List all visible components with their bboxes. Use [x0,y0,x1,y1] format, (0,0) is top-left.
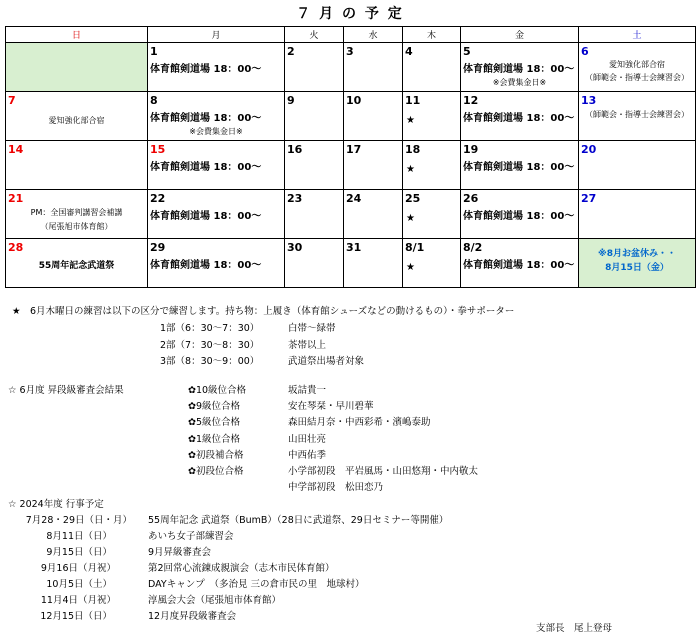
day-number: 24 [346,192,362,205]
day-cell [461,141,579,190]
day-cell [461,92,579,141]
day-cell [461,239,579,288]
practice-text: 体育館剣道場 18：00〜 [150,113,262,124]
day-cell [285,239,344,288]
day-number: 6 [581,45,589,58]
day-number: 5 [463,45,471,58]
event-date: 8月11日（日） [46,531,112,542]
day-number: 10 [346,94,362,107]
week-row-1 [6,43,696,92]
star-icon: ★ [406,262,415,273]
day-number: 18 [405,143,421,156]
weekday-thu: 木 [403,27,461,43]
day-cell [148,239,285,288]
note-text: 愛知強化部合宿 [609,60,665,69]
weekday-sat: 土 [579,27,696,43]
event-desc: DAYキャンプ （多治見 三の倉市民の里 地球村） [148,579,365,590]
day-cell [344,141,403,190]
note-text: ※会費集金日※ [492,78,547,87]
event-desc: 淳風会大会（尾張旭市体育館） [148,595,282,606]
exam-rank: ✿10級位合格 [188,385,247,396]
day-number: 20 [581,143,597,156]
day-number: 31 [346,241,362,254]
day-number: 3 [346,45,354,58]
practice-part: 3部（8：30〜9：00） [160,356,260,367]
note-text: PM：全国審判講習会補講 [30,208,123,217]
practice-target: 茶帯以上 [288,340,327,351]
day-cell [403,92,461,141]
event-desc: 9月昇級審査会 [148,547,212,558]
day-number: 26 [463,192,479,205]
calendar-table [5,26,696,288]
day-number: 9 [287,94,295,107]
event-desc: あいち女子部練習会 [148,531,234,542]
star-icon: ★ [406,213,415,224]
week-row-5 [6,239,696,288]
exam-names: 安在琴栞・早川碧華 [288,401,374,412]
note-text: （尾張旭市体育館） [40,222,113,231]
day-cell [579,141,696,190]
obon-memo [579,247,695,275]
weekday-fri: 金 [461,27,579,43]
day-cell [6,141,148,190]
day-number: 27 [581,192,597,205]
day-cell [6,239,148,288]
practice-target: 武道祭出場者対象 [288,356,365,367]
note-text: （師範会・指導士会練習会） [585,110,689,119]
day-cell [403,43,461,92]
day-number: 2 [287,45,295,58]
practice-text: 体育館剣道場 18：00〜 [463,260,575,271]
exam-rank: ✿1級位合格 [188,434,241,445]
day-cell [148,92,285,141]
exam-rank: ✿初段位合格 [188,466,244,477]
practice-text: 体育館剣道場 18：00〜 [150,162,262,173]
day-number: 7 [8,94,16,107]
exam-names: 森田結月奈・中西彩希・濱嶋泰助 [288,417,431,428]
day-number: 1 [150,45,158,58]
day-number: 21 [8,192,24,205]
practice-text: 体育館剣道場 18：00〜 [463,211,575,222]
day-number: 16 [287,143,303,156]
practice-text: 体育館剣道場 18：00〜 [150,211,262,222]
day-cell [461,43,579,92]
memo-cell [579,239,696,288]
event-desc: 55周年記念 武道祭（BumB）（28日に武道祭、29日セミナー等開催） [148,515,449,526]
day-number: 30 [287,241,303,254]
day-cell [403,141,461,190]
signature: 支部長 尾上登母 [536,623,613,634]
day-cell [579,92,696,141]
event-date: 11月4日（月祝） [40,595,116,606]
weekday-mon: 月 [148,27,285,43]
weekday-sun: 日 [6,27,148,43]
exam-names: 坂詰貴一 [288,385,327,396]
day-cell [461,190,579,239]
day-cell [148,43,285,92]
event-date: 7月28・29日（日・月） [25,515,132,526]
practice-part: 1部（6：30〜7：30） [160,323,260,334]
practice-text: 体育館剣道場 18：00〜 [150,64,262,75]
day-number: 23 [287,192,303,205]
day-number: 8 [150,94,158,107]
weekday-tue: 火 [285,27,344,43]
event-date: 12月15日（日） [40,611,112,622]
day-cell [344,190,403,239]
day-number: 13 [581,94,597,107]
day-number: 4 [405,45,413,58]
day-cell [285,141,344,190]
day-number: 12 [463,94,479,107]
day-cell [148,141,285,190]
star-icon: ★ [406,164,415,175]
event-date: 9月15日（日） [46,547,112,558]
day-number: 11 [405,94,421,107]
practice-target: 白帯〜緑帯 [288,323,336,334]
weekday-header-row [6,27,696,43]
day-number: 28 [8,241,24,254]
day-number: 15 [150,143,166,156]
day-cell [6,190,148,239]
exam-rank: ✿9級位合格 [188,401,241,412]
week-row-3 [6,141,696,190]
day-number: 17 [346,143,362,156]
day-cell [285,190,344,239]
event-desc: 12月度昇段級審査会 [148,611,237,622]
page-title: ７ 月 の 予 定 [296,6,404,22]
exam-rank: ✿初段補合格 [188,450,244,461]
event-date: 9月16日（月祝） [40,563,116,574]
exam-rank: ✿5級位合格 [188,417,241,428]
empty-day-cell [6,43,148,92]
note-text: 愛知強化部合宿 [48,116,105,125]
exam-names: 山田壮亮 [288,434,327,445]
day-cell [148,190,285,239]
memo-line: 8月15日（金） [605,263,669,273]
day-cell [344,43,403,92]
events-heading: ☆ 2024年度 行事予定 [8,499,104,510]
memo-line: ※8月お盆休み・・ [597,249,676,259]
event-desc: 第2回常心流錬成親演会（志木市民体育館） [148,563,335,574]
day-cell [285,92,344,141]
day-cell [344,239,403,288]
day-number: 22 [150,192,166,205]
practice-text: 体育館剣道場 18：00〜 [463,162,575,173]
event-date: 10月5日（土） [46,579,112,590]
exam-names: 中学部初段 松田恋乃 [288,482,384,493]
exam-names: 中西佑季 [288,450,327,461]
exam-heading: ☆ 6月度 昇段級審査会結果 [8,385,124,396]
day-number: 14 [8,143,24,156]
day-number: 25 [405,192,421,205]
practice-text: 体育館剣道場 18：00〜 [150,260,262,271]
practice-heading: ★ 6月木曜日の練習は以下の区分で練習します。持ち物：上履き（体育館シューズなどの動けるもの）・拳サポーター [12,306,515,317]
day-cell [403,190,461,239]
day-cell [579,190,696,239]
day-number: 8/2 [463,241,483,254]
day-number: 29 [150,241,166,254]
note-text: （師範会・指導士会練習会） [585,73,689,82]
day-number: 19 [463,143,479,156]
practice-text: 体育館剣道場 18：00〜 [463,64,575,75]
note-text: ※会費集金日※ [189,127,243,136]
practice-text: 体育館剣道場 18：00〜 [463,113,575,124]
day-cell [403,239,461,288]
day-cell [285,43,344,92]
day-number: 8/1 [405,241,425,254]
weekday-wed: 水 [344,27,403,43]
note-text: 55周年記念武道祭 [38,261,115,271]
exam-names: 小学部初段 平岩風馬・山田悠翔・中内敬太 [288,466,479,477]
week-row-2 [6,92,696,141]
practice-part: 2部（7：30〜8：30） [160,340,260,351]
day-cell [344,92,403,141]
day-cell [6,92,148,141]
week-row-4 [6,190,696,239]
star-icon: ★ [406,115,415,126]
day-cell [579,43,696,92]
